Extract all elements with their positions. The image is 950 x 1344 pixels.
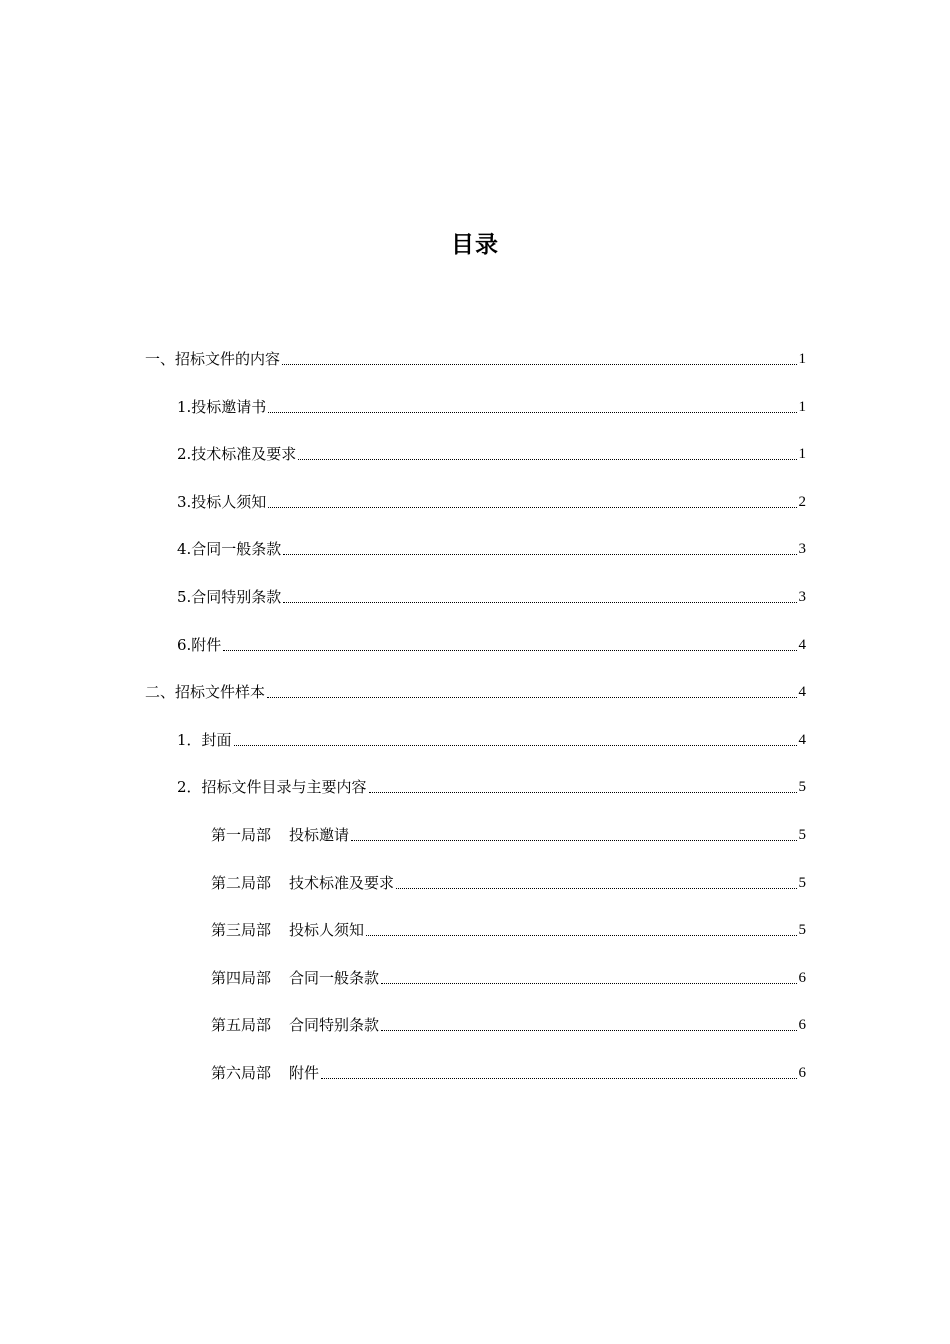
- toc-page-number: 5: [798, 874, 806, 891]
- toc-entry[interactable]: [211, 1006, 806, 1036]
- toc-entry-text: 二、招标文件样本: [145, 683, 266, 702]
- toc-page-number: 4: [798, 731, 806, 748]
- toc-entry-text: 5.合同特别条款: [177, 588, 282, 606]
- toc-entry[interactable]: [177, 721, 806, 751]
- toc-entry-text: 2．招标文件目录与主要内容: [177, 778, 367, 797]
- toc-entry[interactable]: [177, 530, 806, 560]
- toc-entry[interactable]: [177, 435, 806, 465]
- toc-entry-text: [211, 1062, 319, 1084]
- toc-entry-text: [211, 872, 394, 894]
- toc-entry-text: [211, 967, 379, 989]
- toc-entry-text: 1．封面: [177, 730, 232, 749]
- toc-entry-text: 4.合同一般条款: [177, 540, 282, 559]
- toc-part-title: 合同特别条款: [289, 1016, 380, 1035]
- toc-page-number: 5: [798, 779, 806, 796]
- toc-dot-leader: [366, 935, 796, 936]
- toc-part-title: 投标邀请: [289, 826, 350, 844]
- toc-entry[interactable]: [177, 768, 806, 798]
- toc-entry[interactable]: [177, 483, 806, 513]
- toc-dot-leader: [234, 745, 797, 746]
- toc-part-label: 第五局部: [211, 1016, 272, 1035]
- toc-dot-leader: [396, 888, 796, 889]
- toc-page-number: 1: [798, 351, 806, 367]
- toc-dot-leader: [381, 983, 796, 984]
- toc-part-label: 第二局部: [211, 873, 272, 892]
- toc-dot-leader: [268, 412, 796, 413]
- toc-entry-text: 2.技术标准及要求: [177, 445, 297, 464]
- toc-page-number: 1: [798, 446, 806, 463]
- toc-page-number: 4: [798, 684, 806, 701]
- toc-page-number: 3: [798, 541, 806, 558]
- toc-page-number: 6: [798, 1065, 806, 1081]
- toc-dot-leader: [282, 364, 796, 365]
- toc-page-number: 3: [798, 589, 806, 605]
- toc-dot-leader: [369, 792, 797, 793]
- toc-dot-leader: [381, 1030, 796, 1031]
- toc-part-label: 第六局部: [211, 1064, 272, 1082]
- toc-dot-leader: [321, 1078, 796, 1079]
- toc-dot-leader: [283, 602, 796, 603]
- toc-entry[interactable]: [177, 626, 806, 656]
- toc-entry[interactable]: [211, 816, 806, 846]
- toc-part-title: 投标人须知: [289, 921, 365, 940]
- toc-page-number: 4: [798, 636, 806, 653]
- toc-part-title: 合同一般条款: [289, 968, 380, 987]
- toc-page-number: 5: [798, 827, 806, 843]
- toc-entry[interactable]: [211, 959, 806, 989]
- toc-dot-leader: [223, 650, 796, 651]
- toc-part-label: 第四局部: [211, 968, 272, 987]
- toc-entry-text: [211, 919, 364, 941]
- toc-entry-text: [211, 824, 349, 846]
- toc-part-label: 第一局部: [211, 826, 272, 844]
- toc-entry[interactable]: [145, 340, 806, 370]
- toc-page-number: 1: [798, 398, 806, 415]
- toc-entry[interactable]: [211, 911, 806, 941]
- toc-entry[interactable]: [211, 864, 806, 894]
- toc-entry[interactable]: [145, 673, 806, 703]
- toc-entry-text: [211, 1014, 379, 1036]
- toc-dot-leader: [298, 459, 796, 460]
- toc-page-number: 2: [798, 493, 806, 510]
- toc-entry-text: 一、招标文件的内容: [145, 350, 281, 368]
- toc-entry[interactable]: [177, 388, 806, 418]
- toc-dot-leader: [268, 507, 796, 508]
- toc-part-title: 技术标准及要求: [289, 873, 395, 892]
- toc-entry-text: 3.投标人须知: [177, 492, 267, 511]
- toc-entry[interactable]: [211, 1054, 806, 1084]
- toc-dot-leader: [283, 554, 796, 555]
- toc-page-number: 6: [798, 1017, 806, 1034]
- toc-entry-text: 6.附件: [177, 635, 222, 654]
- toc-title: 目录: [451, 232, 499, 258]
- toc-entry[interactable]: [177, 578, 806, 608]
- toc-page-number: 5: [798, 922, 806, 939]
- toc-part-title: 附件: [289, 1064, 320, 1082]
- toc-dot-leader: [351, 840, 796, 841]
- toc-page-number: 6: [798, 969, 806, 986]
- toc-dot-leader: [267, 697, 796, 698]
- toc-part-label: 第三局部: [211, 921, 272, 940]
- toc-entry-text: 1.投标邀请书: [177, 397, 267, 416]
